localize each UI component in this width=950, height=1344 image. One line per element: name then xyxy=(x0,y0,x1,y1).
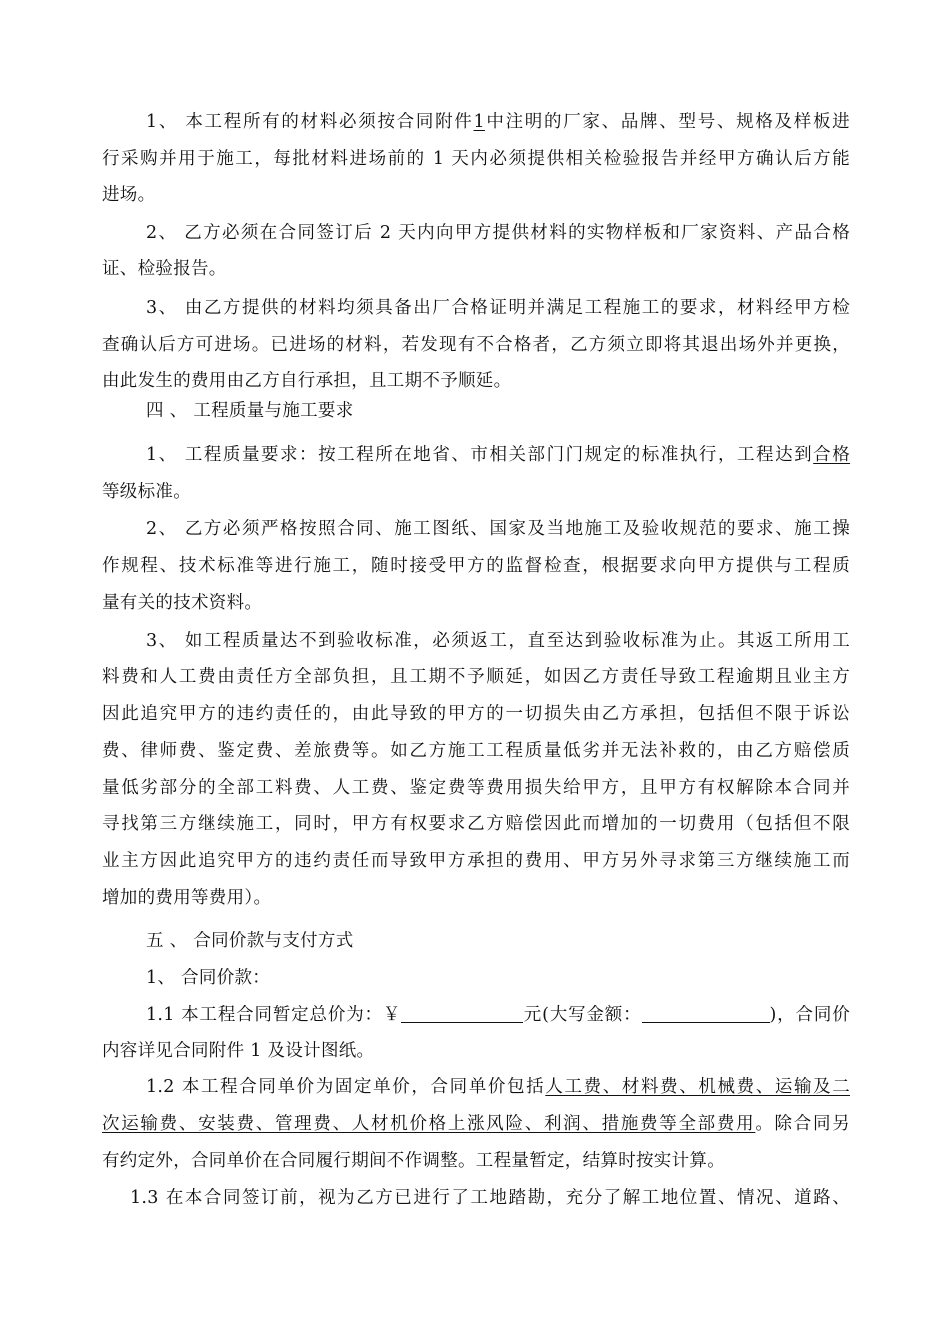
paragraph-line: 3、 如工程质量达不到验收标准，必须返工，直至达到验收标准为止。其返工所用工 xyxy=(146,631,850,651)
paragraph-line: 量有关的技术资料。 xyxy=(102,593,263,613)
paragraph-line: 量低劣部分的全部工料费、人工费、鉴定费等费用损失给甲方，且甲方有权解除本合同并 xyxy=(102,778,850,798)
paragraph-line: 有约定外，合同单价在合同履行期间不作调整。工程量暂定，结算时按实计算。 xyxy=(102,1151,725,1171)
paragraph-line: 1.3 在本合同签订前，视为乙方已进行了工地踏勘，充分了解工地位置、情况、道路、 xyxy=(130,1188,850,1208)
paragraph-line: 1、 本工程所有的材料必须按合同附件1中注明的厂家、品牌、型号、规格及样板进 xyxy=(146,112,850,132)
paragraph-line: 查确认后方可进场。已进场的材料，若发现有不合格者，乙方须立即将其退出场外并更换， xyxy=(102,335,850,355)
paragraph-line: 费、律师费、鉴定费、差旅费等。如乙方施工工程质量低劣并无法补救的，由乙方赔偿质 xyxy=(102,741,850,761)
paragraph-line: 内容详见合同附件 1 及设计图纸。 xyxy=(102,1041,375,1061)
section-heading-5: 五 、 合同价款与支付方式 xyxy=(146,931,354,951)
section-heading-4: 四 、 工程质量与施工要求 xyxy=(146,401,354,421)
paragraph-line: 进场。 xyxy=(102,185,156,205)
paragraph-line: 证、检验报告。 xyxy=(102,259,227,279)
paragraph-line: 1、 工程质量要求：按工程所在地省、市相关部门门规定的标准执行，工程达到合格 xyxy=(146,445,850,465)
amount-in-words-blank xyxy=(642,1004,770,1023)
paragraph-line: 等级标准。 xyxy=(102,482,191,502)
paragraph-line: 1、 合同价款： xyxy=(146,968,271,988)
paragraph-line: 3、 由乙方提供的材料均须具备出厂合格证明并满足工程施工的要求，材料经甲方检 xyxy=(146,298,850,318)
paragraph-line: 作规程、技术标准等进行施工，随时接受甲方的监督检查，根据要求向甲方提供与工程质 xyxy=(102,556,850,576)
paragraph-line: 次运输费、安装费、管理费、人材机价格上涨风险、利润、措施费等全部费用。除合同另 xyxy=(102,1114,851,1134)
paragraph-line: 增加的费用等费用）。 xyxy=(102,888,272,908)
paragraph-line: 2、 乙方必须严格按照合同、施工图纸、国家及当地施工及验收规范的要求、施工操 xyxy=(146,519,850,539)
paragraph-line: 由此发生的费用由乙方自行承担，且工期不予顺延。 xyxy=(102,371,512,391)
paragraph-line: 业主方因此追究甲方的违约责任而导致甲方承担的费用、甲方另外寻求第三方继续施工而 xyxy=(102,851,850,871)
paragraph-line: 1.1 本工程合同暂定总价为：￥ 元(大写金额： )，合同价 xyxy=(146,1005,850,1025)
total-price-blank xyxy=(401,1004,523,1023)
paragraph-line: 因此追究甲方的违约责任的，由此导致的甲方的一切损失由乙方承担，包括但不限于诉讼 xyxy=(102,704,850,724)
paragraph-line: 行采购并用于施工，每批材料进场前的 1 天内必须提供相关检验报告并经甲方确认后方能 xyxy=(102,149,850,169)
paragraph-line: 料费和人工费由责任方全部负担，且工期不予顺延，如因乙方责任导致工程逾期且业主方 xyxy=(102,667,850,687)
paragraph-line: 寻找第三方继续施工，同时，甲方有权要求乙方赔偿因此而增加的一切费用（包括但不限 xyxy=(102,814,850,834)
paragraph-line: 1.2 本工程合同单价为固定单价，合同单价包括人工费、材料费、机械费、运输及二 xyxy=(146,1077,850,1097)
paragraph-line: 2、 乙方必须在合同签订后 2 天内向甲方提供材料的实物样板和厂家资料、产品合格 xyxy=(146,223,850,243)
